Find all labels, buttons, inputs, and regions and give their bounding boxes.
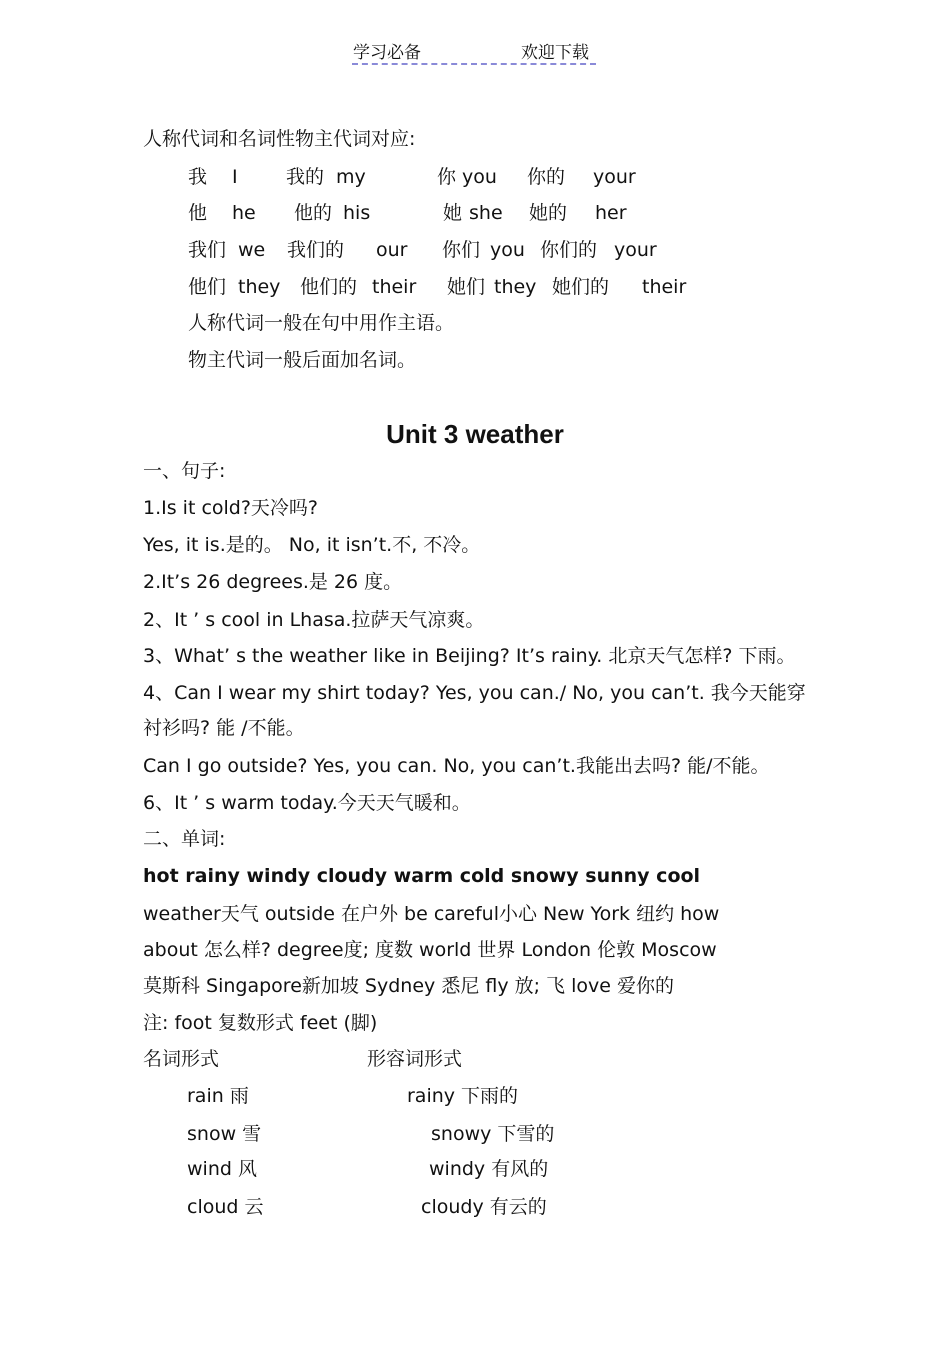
sentence-line: 2.It’s 26 degrees.是 26 度。 [143,571,403,593]
pronoun-cell: 他们 [188,276,227,298]
pronoun-cell: 我们 [188,239,227,261]
pronoun-cell: 我们的 [287,239,345,261]
sentence-line: 2、It ’ s cool in Lhasa.拉萨天气凉爽。 [143,609,485,631]
pronoun-cell: 他的 [294,202,333,224]
pronoun-cell: my [336,166,366,188]
vocab-note: 注: foot 复数形式 feet (脚) [143,1012,378,1034]
sentence-line: 1.Is it cold?天冷吗? [143,497,319,519]
noun-form: snow 雪 [187,1123,262,1145]
header-rule [352,63,596,65]
pronoun-cell: 她的 [529,202,568,224]
vocab-line: weather天气 outside 在户外 be careful小心 New York 纽约 how [143,903,720,925]
pronoun-cell: 你们的 [540,239,598,261]
adj-form-header: 形容词形式 [367,1048,463,1070]
pronoun-cell: 你们 [442,239,481,261]
vocab-line: about 怎么样? degree度; 度数 world 世界 London 伦敦 Moscow [143,939,717,961]
pronoun-cell: 你 [437,166,457,188]
pronoun-cell: he [232,202,256,224]
pronoun-cell: your [593,166,636,188]
pronoun-cell: 他们的 [300,276,358,298]
pronoun-cell: 她们的 [552,276,610,298]
pronoun-cell: 我 [188,166,208,188]
noun-form: cloud 云 [187,1196,264,1218]
pronoun-cell: your [614,239,657,261]
noun-form: rain 雨 [187,1085,249,1107]
pronoun-cell: 我的 [286,166,325,188]
header-left: 学习必备 [353,43,421,63]
pronoun-cell: I [232,166,238,188]
pronoun-cell: they [238,276,281,298]
adj-form: rainy 下雨的 [407,1085,519,1107]
pronoun-cell: his [343,202,371,224]
sentences-heading: 一、句子: [143,460,226,482]
vocab-line: 莫斯科 Singapore新加坡 Sydney 悉尼 fly 放; 飞 love 爱你的 [143,975,674,997]
pronoun-cell: 她们 [447,276,486,298]
unit-title: Unit 3 weather [386,419,564,449]
pronoun-cell: they [494,276,537,298]
pronoun-cell: you [462,166,497,188]
noun-form: wind 风 [187,1158,257,1180]
sentence-line: 3、What’ s the weather like in Beijing? It’s rainy. 北京天气怎样? 下雨。 [143,645,796,667]
pronoun-heading: 人称代词和名词性物主代词对应: [143,128,416,150]
pronoun-cell: 他 [188,202,208,224]
sentence-line: 4、Can I wear my shirt today? Yes, you can./ No, you can’t. 我今天能穿 [143,682,806,704]
sentence-line: Can I go outside? Yes, you can. No, you can’t.我能出去吗? 能/不能。 [143,755,770,777]
pronoun-cell: her [595,202,627,224]
pronoun-cell: you [490,239,525,261]
pronoun-cell: their [642,276,687,298]
adj-form: windy 有风的 [429,1158,549,1180]
pronoun-cell: we [238,239,266,261]
words-heading: 二、单词: [143,828,226,850]
noun-form-header: 名词形式 [143,1048,220,1070]
sentence-line: 6、It ’ s warm today.今天天气暖和。 [143,792,471,814]
pronoun-cell: she [469,202,503,224]
pronoun-cell: our [376,239,408,261]
adj-form: snowy 下雪的 [431,1123,555,1145]
pronoun-note-2: 物主代词一般后面加名词。 [188,349,417,371]
sentence-line: Yes, it is.是的。 No, it isn’t.不, 不冷。 [143,534,481,556]
pronoun-cell: their [372,276,417,298]
weather-words-bold: hot rainy windy cloudy warm cold snowy sunny cool [143,865,701,887]
pronoun-note-1: 人称代词一般在句中用作主语。 [188,312,455,334]
adj-form: cloudy 有云的 [421,1196,547,1218]
pronoun-cell: 你的 [527,166,566,188]
header-right: 欢迎下载 [521,43,589,63]
pronoun-cell: 她 [443,202,463,224]
sentence-line: 衬衫吗? 能 /不能。 [143,717,305,739]
